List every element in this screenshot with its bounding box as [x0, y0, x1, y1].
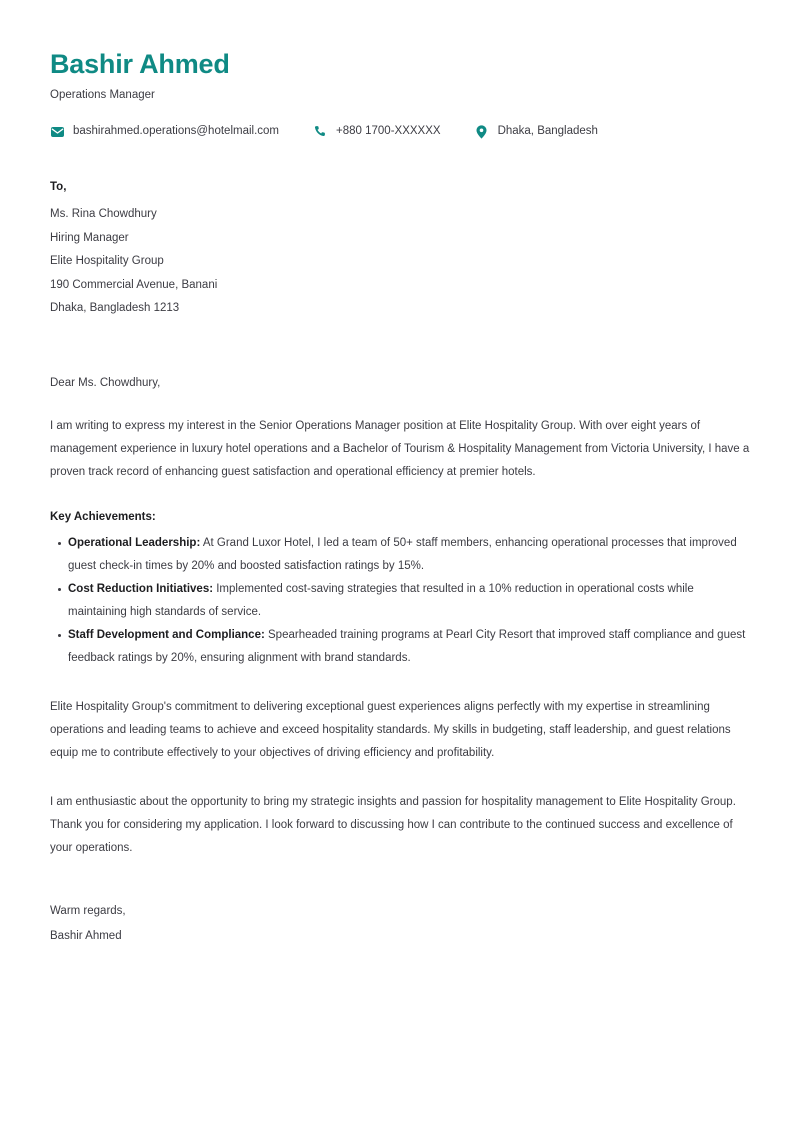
- achievement-title: Staff Development and Compliance:: [68, 628, 265, 641]
- achievements-list: [50, 532, 750, 670]
- sign-off: Warm regards,: [50, 904, 126, 917]
- achievement-text: At Grand Luxor Hotel, I led a team of 50+ staff members, enhancing operational processes that improved guest check-in times by 20% and boosted satisfaction ratings by 15%.: [68, 536, 737, 572]
- key-achievements-label: Key Achievements:: [50, 511, 156, 524]
- contact-item-email[interactable]: [50, 124, 279, 140]
- recipient-line-name: Ms. Rina Chowdhury: [50, 208, 157, 221]
- contact-item-location[interactable]: [475, 124, 598, 140]
- recipient-line-role: Hiring Manager: [50, 231, 129, 244]
- list-item: [50, 532, 750, 578]
- phone-icon: [313, 124, 327, 140]
- recipient-line-street: 190 Commercial Avenue, Banani: [50, 278, 218, 291]
- envelope-icon: [50, 124, 64, 140]
- recipient-label: To,: [50, 180, 67, 193]
- contact-value-location: Dhaka, Bangladesh: [497, 124, 598, 137]
- intro-paragraph: I am writing to express my interest in the Senior Operations Manager position at Elite Hospitality Group. With over eight years of management experience in luxury hotel operations and a Bachelor of Tourism & Hospitality Management from Victoria University, I have a proven track record of enhancing guest satisfaction and operational efficiency at premier hotels.: [50, 420, 750, 479]
- signature-name: Bashir Ahmed: [50, 930, 122, 943]
- location-pin-icon: [475, 124, 489, 140]
- letter-body: [50, 378, 750, 943]
- letter-header: [50, 50, 750, 103]
- salutation: Dear Ms. Chowdhury,: [50, 376, 161, 389]
- body-paragraph: Elite Hospitality Group's commitment to delivering exceptional guest experiences aligns perfectly with my expertise in streamlining operations and leading teams to achieve and exceed hospitality standards. My skills in budgeting, staff leadership, and guest relations equip me to contribute effectively to your objectives of driving efficiency and profitability.: [50, 700, 731, 759]
- list-item: [50, 578, 750, 624]
- contact-value-phone: +880 1700-XXXXXX: [336, 124, 441, 137]
- recipient-line-city: Dhaka, Bangladesh 1213: [50, 302, 180, 315]
- achievement-text: Implemented cost-saving strategies that resulted in a 10% reduction in operational costs while maintaining high standards of service.: [68, 582, 694, 618]
- applicant-name: Bashir Ahmed: [50, 49, 230, 79]
- contact-bar: [50, 124, 750, 140]
- recipient-block: [50, 182, 750, 315]
- list-item: [50, 624, 750, 670]
- closing-block: [50, 906, 750, 943]
- achievement-title: Cost Reduction Initiatives:: [68, 582, 214, 595]
- recipient-line-company: Elite Hospitality Group: [50, 255, 164, 268]
- achievement-title: Operational Leadership:: [68, 536, 201, 549]
- contact-value-email: bashirahmed.operations@hotelmail.com: [73, 124, 280, 137]
- contact-item-phone[interactable]: [313, 124, 441, 140]
- final-paragraph: I am enthusiastic about the opportunity to bring my strategic insights and passion for hospitality management to Elite Hospitality Group. Thank you for considering my application. I look forward to discussing how I can contribute to the continued success and excellence of your operations.: [50, 795, 736, 854]
- achievement-text: Spearheaded training programs at Pearl City Resort that improved staff compliance and guest feedback ratings by 20%, ensuring alignment with brand standards.: [68, 628, 746, 664]
- applicant-job-title: Operations Manager: [50, 88, 155, 101]
